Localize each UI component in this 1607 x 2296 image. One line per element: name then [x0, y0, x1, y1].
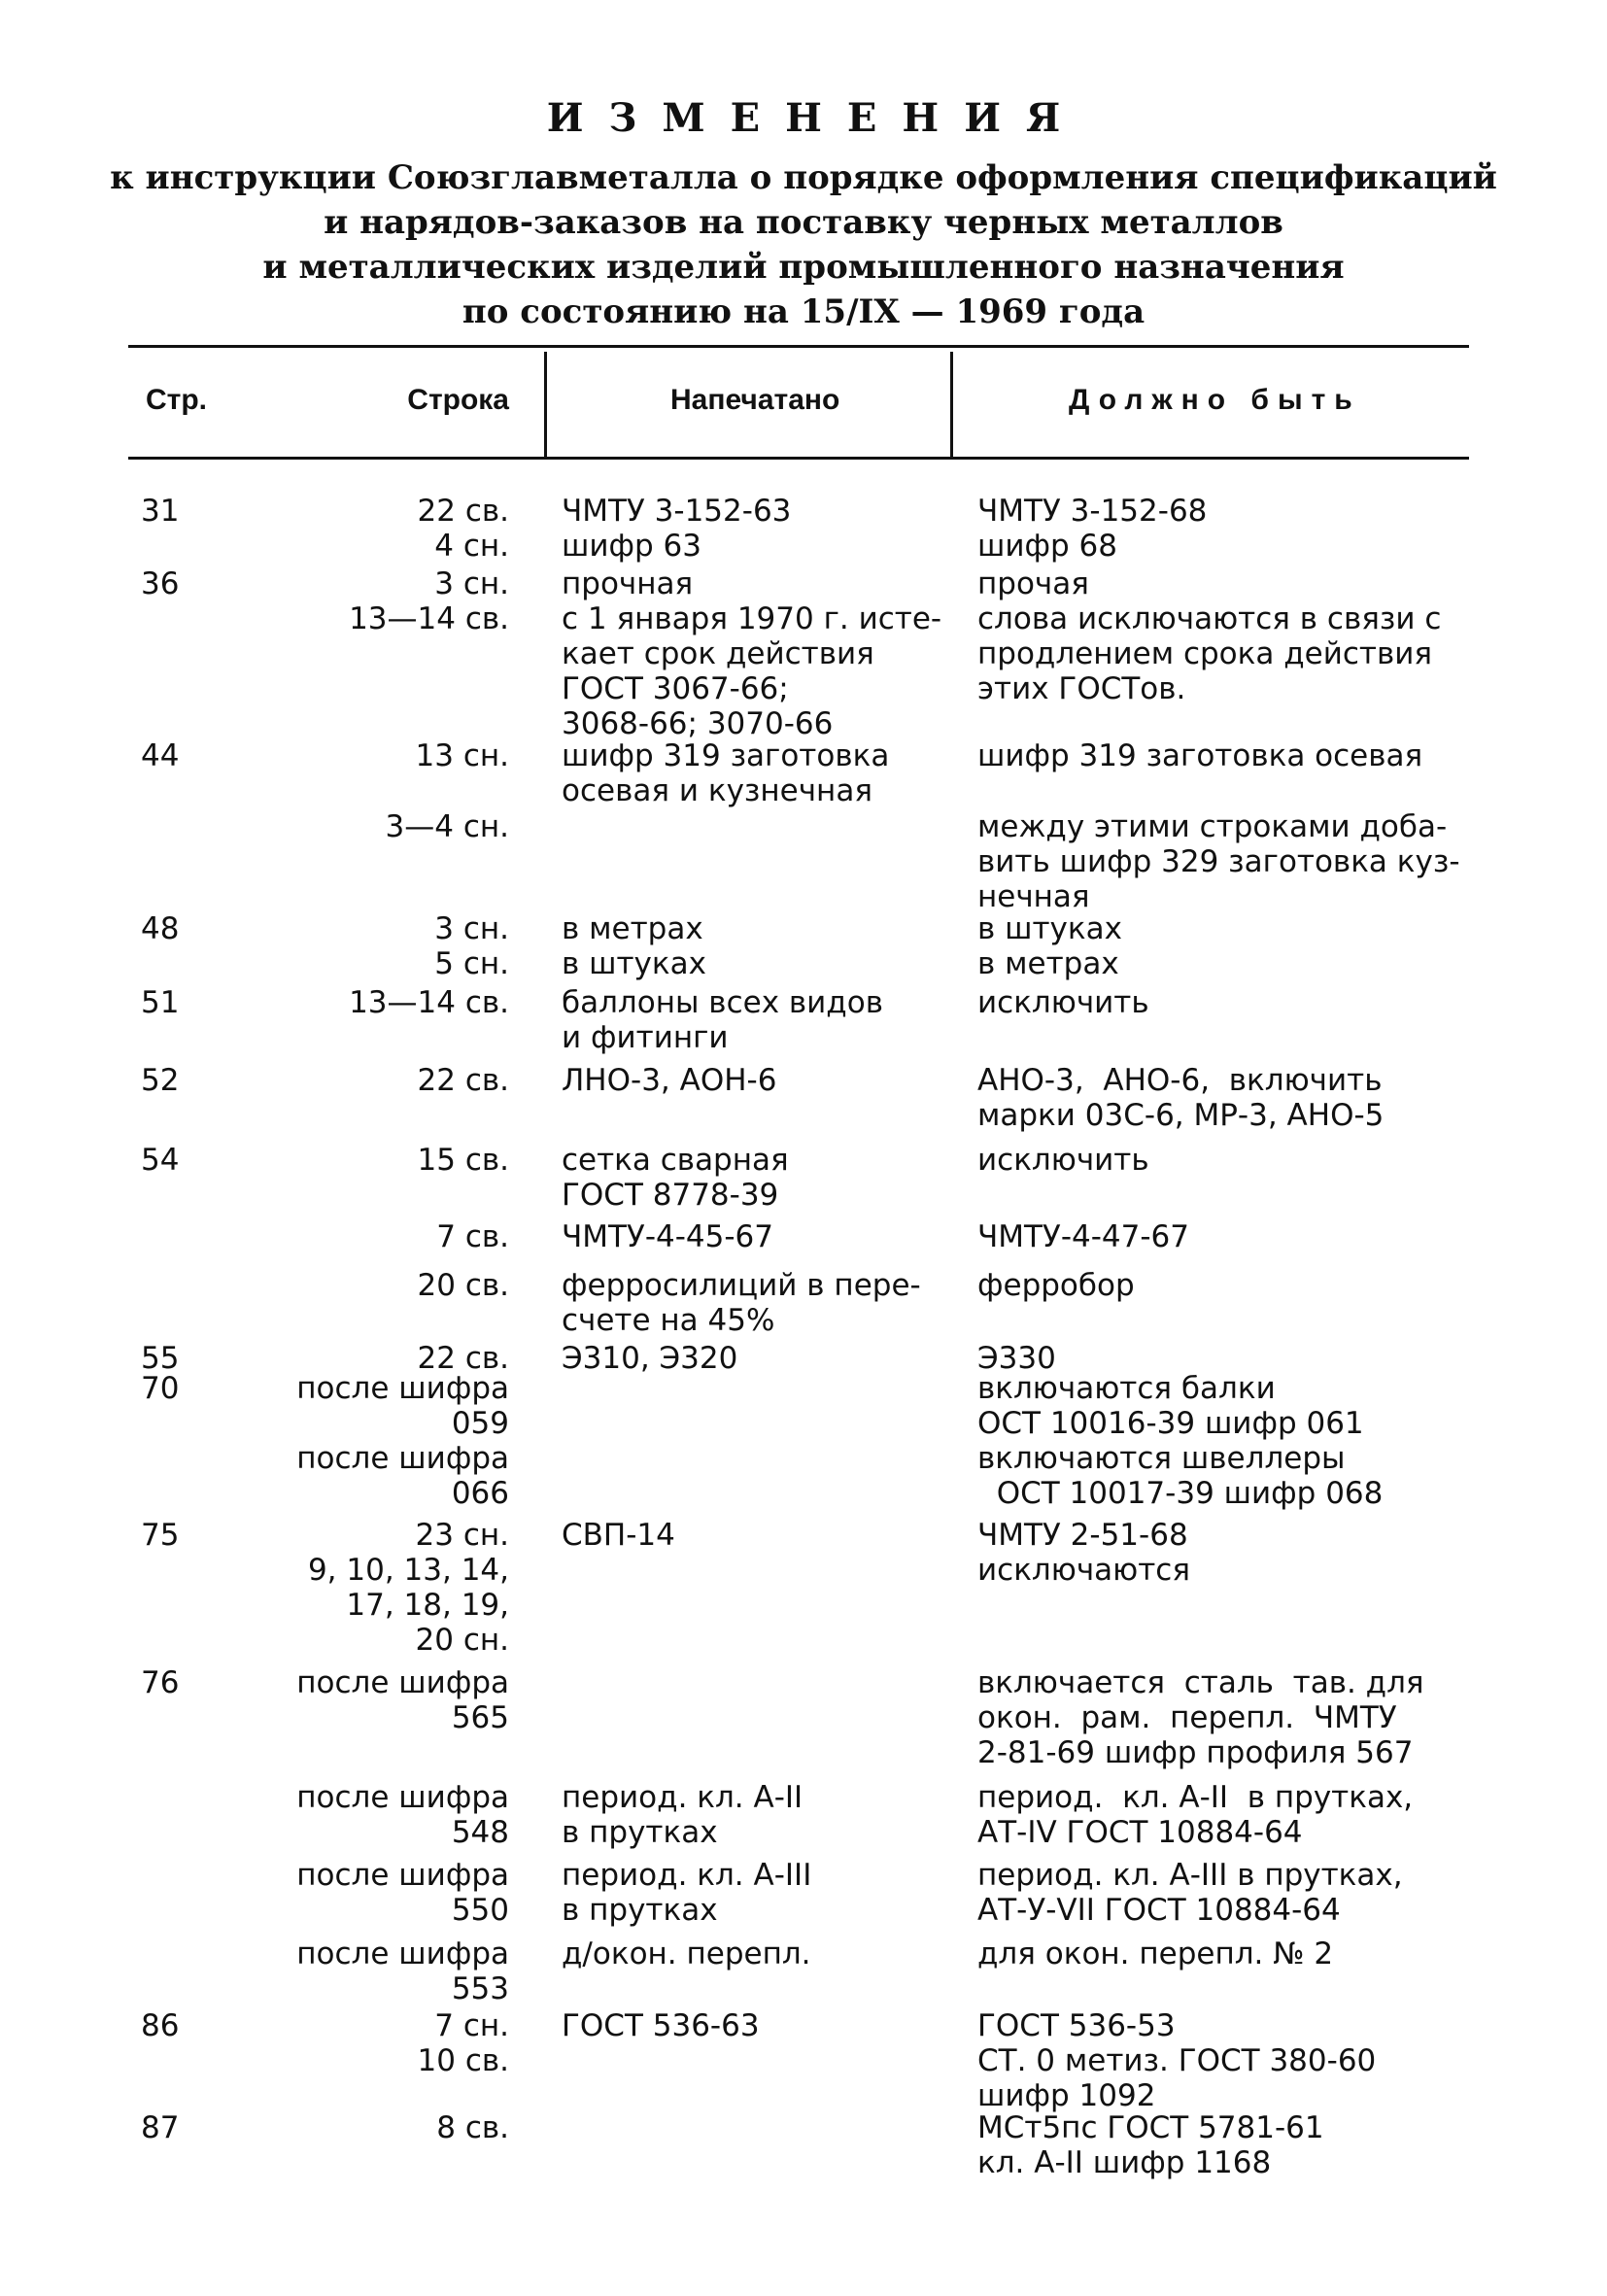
row-line: после шифра 550: [296, 1858, 509, 1928]
row-should-be: АНО-3, АНО-6, включить марки 03С-6, МР-3, АНО-5: [977, 1063, 1385, 1133]
row-should-be: исключить: [977, 985, 1149, 1020]
subtitle-line: к инструкции Союзглавметалла о порядке оформления спецификаций: [110, 158, 1497, 197]
row-should-be: ЧМТУ 2-51-68 исключаются: [977, 1518, 1190, 1588]
row-should-be: ЧМТУ-4-47-67: [977, 1219, 1189, 1254]
row-should-be: ферробор: [977, 1268, 1135, 1303]
header-line: Строка: [407, 384, 509, 416]
row-line: 15 св.: [417, 1143, 509, 1178]
row-page: 76: [141, 1665, 180, 1700]
row-printed: Э310, Э320: [562, 1341, 738, 1376]
row-page: 36: [141, 566, 180, 601]
subtitle-line: по состоянию на 15/IX — 1969 года: [462, 292, 1145, 331]
row-page: 70: [141, 1371, 180, 1406]
subtitle-line: и металлических изделий промышленного назначения: [262, 248, 1345, 287]
row-page: 51: [141, 985, 180, 1020]
row-line: 22 св.: [417, 1341, 509, 1376]
header-printed: Напечатано: [670, 384, 840, 416]
row-printed: ГОСТ 536-63: [562, 2008, 760, 2043]
row-line: 8 св.: [436, 2110, 509, 2145]
row-should-be: период. кл. А-III в прутках, АТ-У-VII ГОСТ 10884-64: [977, 1858, 1403, 1928]
row-line: 22 св.: [417, 1063, 509, 1098]
row-page: 48: [141, 911, 180, 946]
subtitle-line: и нарядов-заказов на поставку черных металлов: [324, 203, 1283, 242]
row-should-be: прочая слова исключаются в связи с продлением срока действия этих ГОСТов.: [977, 566, 1442, 706]
row-page: 31: [141, 494, 180, 529]
row-printed: ЧМТУ 3-152-63 шифр 63: [562, 494, 792, 564]
row-printed: прочная с 1 января 1970 г. исте- кает срок действия ГОСТ 3067-66; 3068-66; 3070-66: [562, 566, 942, 741]
row-line: 7 сн. 10 св.: [417, 2008, 509, 2078]
row-page: 86: [141, 2008, 180, 2043]
row-should-be: Э330: [977, 1341, 1056, 1376]
row-line: 7 св.: [436, 1219, 509, 1254]
row-printed: в метрах в штуках: [562, 911, 706, 981]
row-page: 87: [141, 2110, 180, 2145]
row-line: 13—14 св.: [349, 985, 509, 1020]
row-printed: период. кл. А-II в прутках: [562, 1780, 804, 1850]
row-line: 20 св.: [417, 1268, 509, 1303]
row-should-be: в штуках в метрах: [977, 911, 1122, 981]
header-should-be: Должно быть: [1069, 384, 1361, 416]
row-page: 52: [141, 1063, 180, 1098]
header-page: Стр.: [146, 384, 208, 416]
row-should-be: включается сталь тав. для окон. рам. перепл. ЧМТУ 2-81-69 шифр профиля 567: [977, 1665, 1424, 1770]
row-line: 3—4 сн.: [385, 809, 509, 844]
row-should-be: шифр 319 заготовка осевая: [977, 738, 1423, 773]
row-should-be: период. кл. А-II в прутках, АТ-IV ГОСТ 10884-64: [977, 1780, 1414, 1850]
row-should-be: исключить: [977, 1143, 1149, 1178]
row-printed: СВП-14: [562, 1518, 675, 1553]
row-line: после шифра 553: [296, 1936, 509, 2006]
row-line: 3 сн. 13—14 св.: [349, 566, 509, 636]
row-printed: сетка сварная ГОСТ 8778-39: [562, 1143, 789, 1213]
row-printed: ЛНО-3, АОН-6: [562, 1063, 777, 1098]
row-line: 13 сн.: [415, 738, 509, 773]
row-line: 3 сн. 5 сн.: [434, 911, 509, 981]
row-printed: ЧМТУ-4-45-67: [562, 1219, 773, 1254]
row-printed: шифр 319 заготовка осевая и кузнечная: [562, 738, 890, 808]
row-line: 23 сн. 9, 10, 13, 14, 17, 18, 19, 20 сн.: [307, 1518, 509, 1658]
row-should-be: МСт5пс ГОСТ 5781-61 кл. А-II шифр 1168: [977, 2110, 1324, 2180]
row-page: 75: [141, 1518, 180, 1553]
row-page: 54: [141, 1143, 180, 1178]
row-line: 22 св. 4 сн.: [417, 494, 509, 564]
row-printed: баллоны всех видов и фитинги: [562, 985, 883, 1055]
row-printed: д/окон. перепл.: [562, 1936, 811, 1971]
row-should-be: между этими строками доба- вить шифр 329 заготовка куз- нечная: [977, 809, 1460, 914]
row-page: 44: [141, 738, 180, 773]
row-line: после шифра 548: [296, 1780, 509, 1850]
row-line: после шифра 059 после шифра 066: [296, 1371, 509, 1511]
row-should-be: ГОСТ 536-53 СТ. 0 метиз. ГОСТ 380-60 шифр 1092: [977, 2008, 1377, 2113]
row-line: после шифра 565: [296, 1665, 509, 1735]
row-should-be: ЧМТУ 3-152-68 шифр 68: [977, 494, 1208, 564]
row-printed: ферросилиций в пере- счете на 45%: [562, 1268, 921, 1338]
row-should-be: для окон. перепл. № 2: [977, 1936, 1334, 1971]
document-title: ИЗМЕНЕНИЯ: [546, 95, 1086, 141]
row-printed: период. кл. А-III в прутках: [562, 1858, 812, 1928]
row-should-be: включаются балки ОСТ 10016-39 шифр 061 включаются швеллеры ОСТ 10017-39 шифр 068: [977, 1371, 1384, 1511]
row-page: 55: [141, 1341, 180, 1376]
